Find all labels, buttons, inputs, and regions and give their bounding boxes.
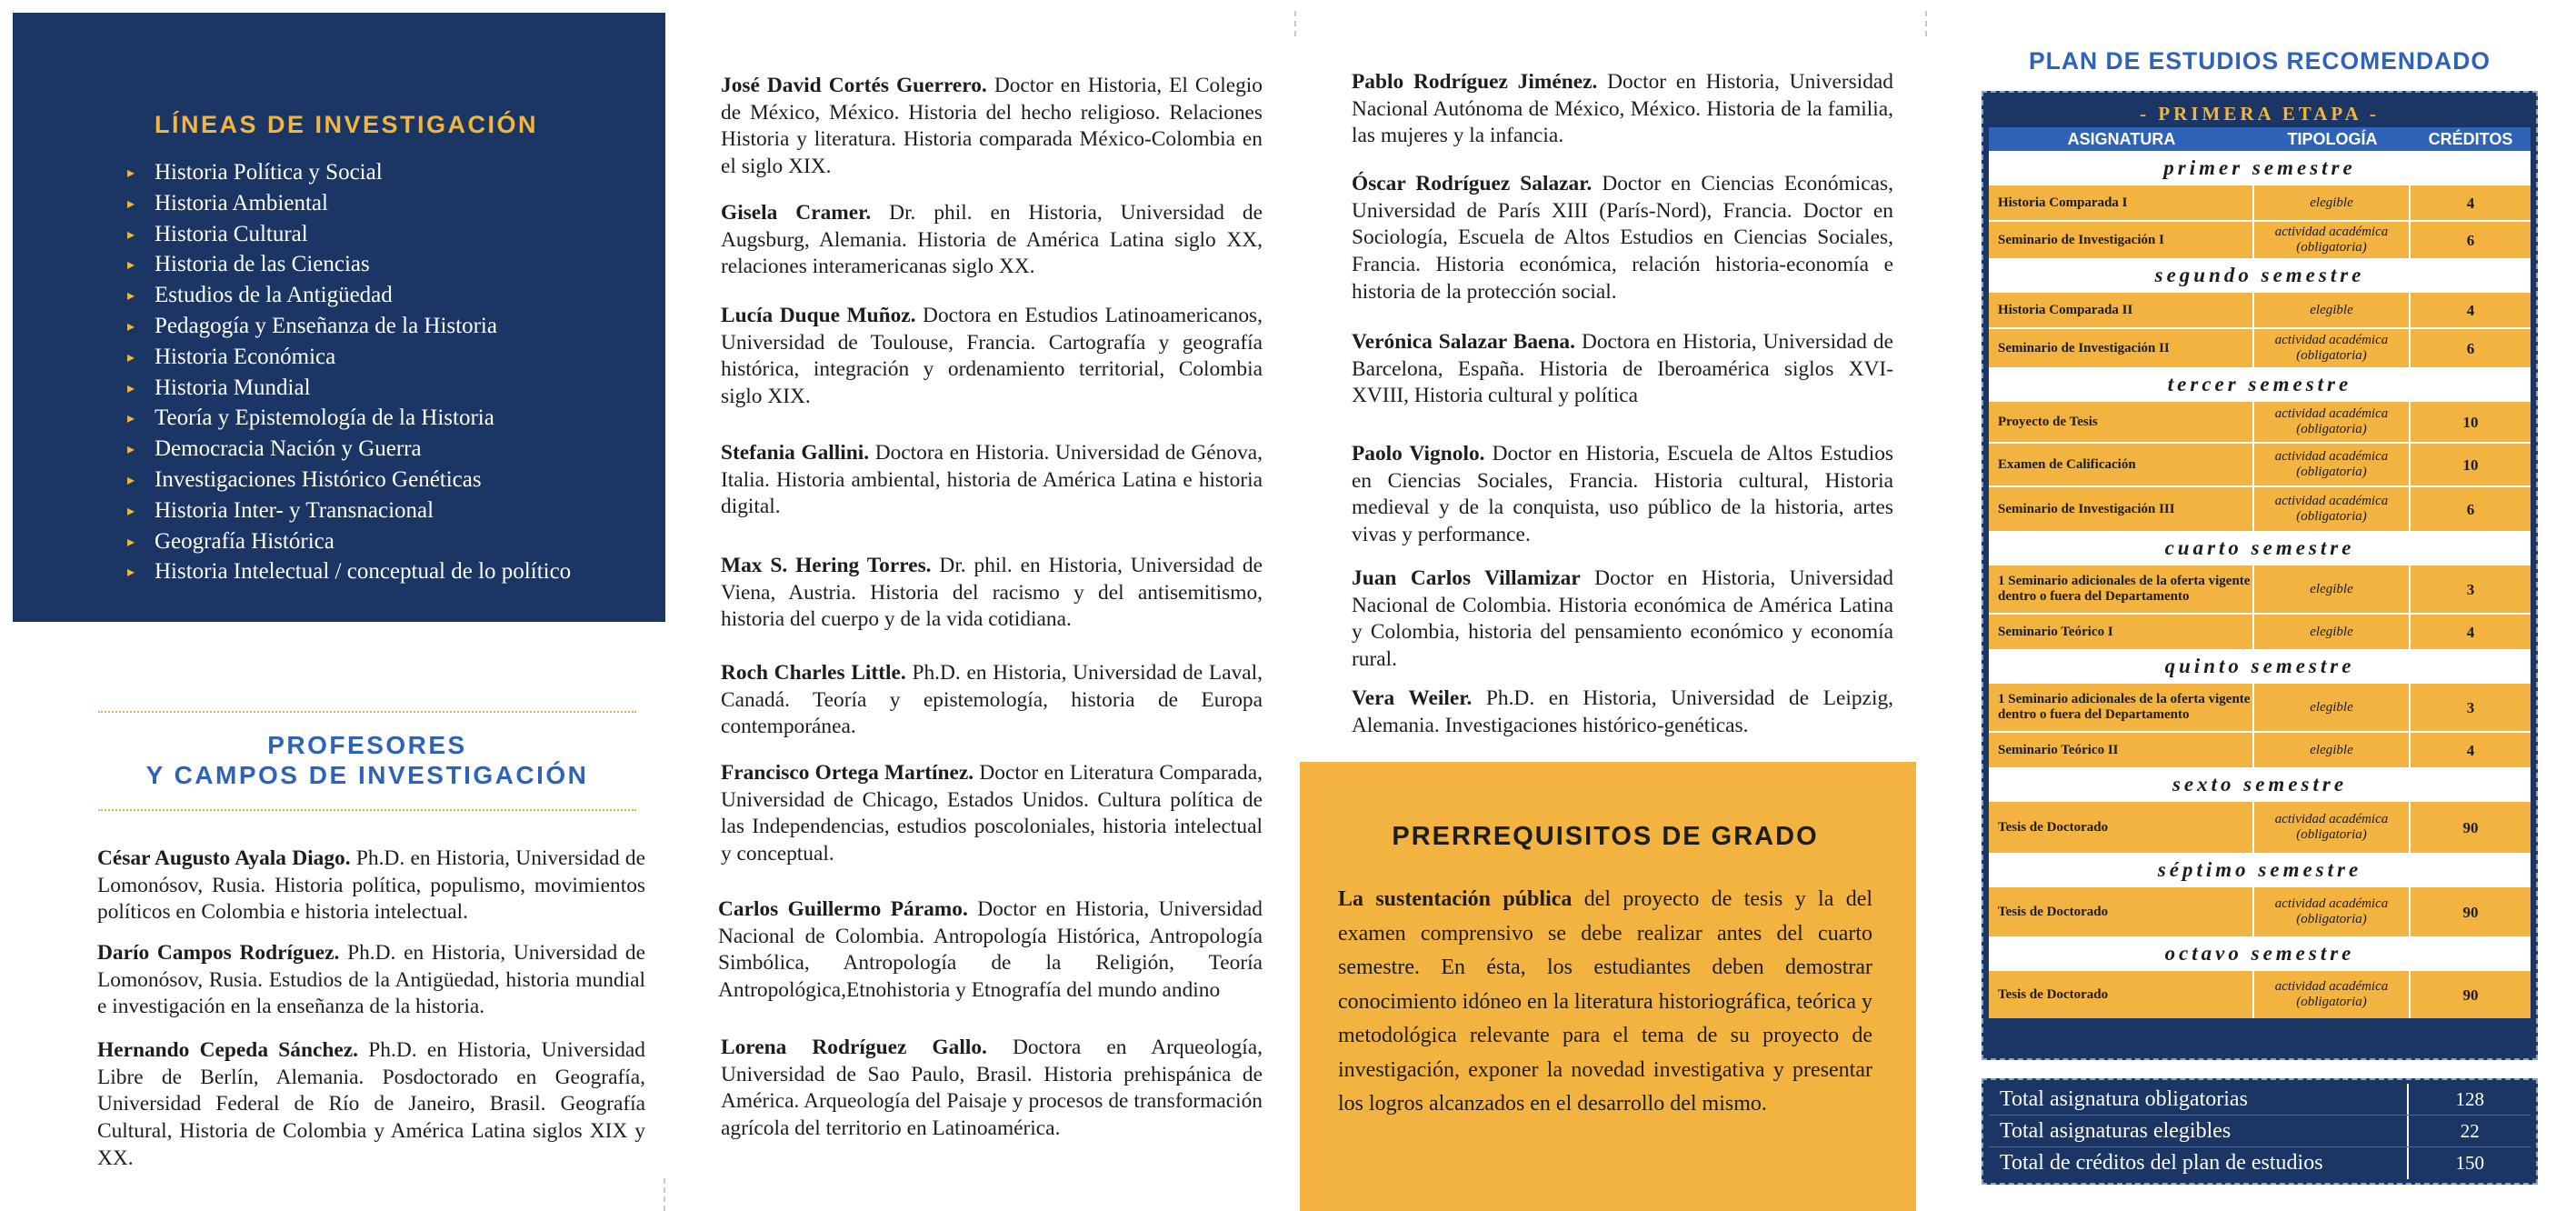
table-row: Tesis de Doctorado actividad académica (obligatoria) 90: [1989, 971, 2531, 1018]
stage-label: - PRIMERA ETAPA -: [2140, 103, 2380, 125]
table-row: Tesis de Doctorado actividad académica (obligatoria) 90: [1989, 887, 2531, 936]
table-row: Historia Comparada I elegible 4: [1989, 185, 2531, 220]
arrow-bullet-icon: ▸: [127, 470, 135, 488]
arrow-bullet-icon: ▸: [127, 194, 135, 212]
fold-mark-top-2: [1925, 11, 1927, 36]
semester-label: séptimo semestre: [1989, 853, 2531, 887]
arrow-bullet-icon: ▸: [127, 316, 135, 335]
graduation-prerequisites-box: [1300, 762, 1916, 1211]
research-lines-panel: [13, 13, 665, 622]
professor-entry: Stefania Gallini. Doctora en Historia. Universidad de Génova, Italia. Historia ambiental, historia de América Latina e historia digital.: [721, 441, 1263, 519]
arrow-bullet-icon: ▸: [127, 225, 135, 243]
fold-mark-bottom-1: [664, 1178, 665, 1211]
table-row: Seminario de Investigación I actividad académica (obligatoria) 6: [1989, 220, 2531, 258]
semester-label: cuarto semestre: [1989, 531, 2531, 565]
header-creditos: CRÉDITOS: [2428, 130, 2513, 148]
total-row: Total asignaturas elegibles 22: [1989, 1116, 2531, 1147]
table-row: 1 Seminario adicionales de la oferta vigente dentro o fuera del Departamento elegible 3: [1989, 684, 2531, 731]
divider-top: [98, 711, 636, 713]
table-row: 1 Seminario adicionales de la oferta vigente dentro o fuera del Departamento elegible 3: [1989, 565, 2531, 613]
table-header: [1989, 127, 2531, 151]
table-row: Seminario Teórico II elegible 4: [1989, 731, 2531, 767]
professor-entry: Max S. Hering Torres. Dr. phil. en Historia, Universidad de Viena, Austria. Historia del racismo y del antisemitismo, historia del cuerpo y de la vida cotidiana.: [721, 554, 1263, 632]
arrow-bullet-icon: ▸: [127, 286, 135, 305]
research-line-item: ▸ Estudios de la Antigüedad: [113, 280, 665, 311]
research-line-item: ▸ Pedagogía y Enseñanza de la Historia: [113, 311, 665, 342]
research-line-item: ▸ Democracia Nación y Guerra: [113, 434, 665, 465]
credit-totals: [1982, 1078, 2538, 1185]
semester-label: segundo semestre: [1989, 258, 2531, 293]
divider-bottom: [98, 809, 636, 811]
professors-title: PROFESORES Y CAMPOS DE INVESTIGACIÓN: [145, 731, 589, 789]
arrow-bullet-icon: ▸: [127, 409, 135, 427]
professor-entry: Carlos Guillermo Páramo. Doctor en Historia, Universidad Nacional de Colombia. Antropología Histórica, Antropología Simbólica, Antropología de la Religión, Teoría Antropológica,Etnohistoria y Etnografía del mundo andino: [718, 897, 1263, 1003]
research-line-item: ▸ Historia Mundial: [113, 373, 665, 404]
professor-entry: Paolo Vignolo. Doctor en Historia, Escuela de Altos Estudios en Ciencias Sociales, Francia. Historia cultural, Historia medieval y de la conquista, uso público de la historia, artes vivas y performance.: [1352, 442, 1893, 547]
research-line-item: ▸ Teoría y Epistemología de la Historia: [113, 403, 665, 434]
professor-entry: Hernando Cepeda Sánchez. Ph.D. en Historia, Universidad Libre de Berlín, Alemania. Posdoctorado en Geografía, Universidad Federal de Río de Janeiro, Brasil. Geografía Cultural, Historia de Colombia y América Latina siglos XIX y XX.: [97, 1038, 645, 1170]
research-line-item: ▸ Historia de las Ciencias: [113, 249, 665, 280]
research-line-item: ▸ Geografía Histórica: [113, 526, 665, 557]
arrow-bullet-icon: ▸: [127, 255, 135, 274]
arrow-bullet-icon: ▸: [127, 532, 135, 550]
research-line-item: ▸ Historia Inter- y Transnacional: [113, 495, 665, 526]
total-row: Total de créditos del plan de estudios 150: [1989, 1147, 2531, 1179]
semester-label: primer semestre: [1989, 151, 2531, 185]
semester-label: quinto semestre: [1989, 649, 2531, 684]
total-row: Total asignatura obligatorias 128: [1989, 1084, 2531, 1116]
semester-label: tercer semestre: [1989, 367, 2531, 402]
table-row: Seminario de Investigación II actividad académica (obligatoria) 6: [1989, 327, 2531, 367]
professor-entry: César Augusto Ayala Diago. Ph.D. en Historia, Universidad de Lomonósov, Rusia. Historia política, populismo, movimientos políticos en Colombia e historia intelectual.: [97, 846, 646, 925]
study-plan-table: [1982, 91, 2538, 1060]
research-line-item: ▸ Investigaciones Histórico Genéticas: [113, 465, 665, 495]
professor-entry: Verónica Salazar Baena. Doctora en Historia, Universidad de Barcelona, España. Historia de Iberoamérica siglos XVI-XVIII, Historia cultural y política: [1352, 330, 1893, 408]
arrow-bullet-icon: ▸: [127, 164, 135, 181]
table-row: Historia Comparada II elegible 4: [1989, 293, 2531, 327]
study-plan-title: PLAN DE ESTUDIOS RECOMENDADO: [2029, 47, 2491, 75]
table-row: Seminario Teórico I elegible 4: [1989, 613, 2531, 649]
research-line-item: ▸ Historia Económica: [113, 342, 665, 373]
professor-entry: Roch Charles Little. Ph.D. en Historia, Universidad de Laval, Canadá. Teoría y epistemología, historia de Europa contemporánea.: [721, 661, 1263, 739]
professor-entry: Lorena Rodríguez Gallo. Doctora en Arqueología, Universidad de Sao Paulo, Brasil. Historia prehispánica de América. Arqueología del Paisaje y procesos de transformación agrícola del territorio en Latinoamérica.: [721, 1036, 1263, 1141]
research-line-item: ▸ Historia Ambiental: [113, 188, 665, 219]
semester-label: sexto semestre: [1989, 767, 2531, 802]
arrow-bullet-icon: ▸: [127, 347, 135, 365]
table-row: Seminario de Investigación III actividad académica (obligatoria) 6: [1989, 485, 2531, 531]
professor-entry: Juan Carlos Villamizar Doctor en Historia, Universidad Nacional de Colombia. Historia económica de América Latina y Colombia, historia del pensamiento económico y economía rural.: [1352, 566, 1893, 672]
professor-entry: Darío Campos Rodríguez. Ph.D. en Historia, Universidad de Lomonósov, Rusia. Estudios de la Antigüedad, historia mundial e investigación en la enseñanza de la historia.: [97, 941, 645, 1019]
table-row: Examen de Calificación actividad académica (obligatoria) 10: [1989, 442, 2531, 485]
arrow-bullet-icon: ▸: [127, 501, 135, 519]
prerequisites-title: PRERREQUISITOS DE GRADO: [1392, 822, 1819, 851]
professor-entry: José David Cortés Guerrero. Doctor en Historia, El Colegio de México, México. Historia del hecho religioso. Relaciones Historia y literatura. Historia comparada México-Colombia en el siglo XIX.: [721, 74, 1263, 179]
professor-entry: Vera Weiler. Ph.D. en Historia, Universidad de Leipzig, Alemania. Investigaciones histórico-genéticas.: [1352, 686, 1893, 737]
professor-entry: Francisco Ortega Martínez. Doctor en Literatura Comparada, Universidad de Chicago, Estados Unidos. Cultura política de las Independencias, estudios poscoloniales, historia intelectual y conceptual.: [721, 761, 1263, 866]
table-row: Tesis de Doctorado actividad académica (obligatoria) 90: [1989, 802, 2531, 853]
arrow-bullet-icon: ▸: [127, 440, 135, 458]
header-tipologia: TIPOLOGÍA: [2287, 130, 2378, 148]
header-asignatura: ASIGNATURA: [2067, 130, 2176, 148]
table-row: Proyecto de Tesis actividad académica (obligatoria) 10: [1989, 402, 2531, 442]
professor-entry: Óscar Rodríguez Salazar. Doctor en Ciencias Económicas, Universidad de París XIII (París-Nord), Francia. Doctor en Sociología, Escuela de Altos Estudios en Ciencias Sociales, Francia. Historia económica, relación historia-economía e historia de la protección social.: [1352, 172, 1894, 304]
fold-mark-top-1: [1294, 11, 1296, 36]
research-line-item: ▸ Historia Política y Social: [113, 157, 665, 188]
research-lines-list: [113, 157, 665, 587]
professor-entry: Lucía Duque Muñoz. Doctora en Estudios Latinoamericanos, Universidad de Toulouse, Francia. Cartografía y geografía histórica, integración y ordenamiento territorial, Colombia siglo XIX.: [721, 304, 1263, 409]
semester-label: octavo semestre: [1989, 936, 2531, 971]
professor-entry: Gisela Cramer. Dr. phil. en Historia, Universidad de Augsburg, Alemania. Historia de América Latina siglo XX, relaciones interamericanas siglo XX.: [721, 201, 1263, 279]
arrow-bullet-icon: ▸: [127, 563, 135, 581]
research-line-item: ▸ Historia Intelectual / conceptual de lo político: [113, 556, 665, 587]
professor-entry: Pablo Rodríguez Jiménez. Doctor en Historia, Universidad Nacional Autónoma de México, México. Historia de la familia, las mujeres y la infancia.: [1352, 70, 1894, 148]
research-line-item: ▸ Historia Cultural: [113, 219, 665, 250]
prerequisites-body: La sustentación pública del proyecto de tesis y la del examen comprensivo se debe realizar antes del cuarto semestre. En ésta, los estudiantes deben demostrar conocimiento idóneo en la literatura historiográfica, teórica y metodológica relevante para el tema de su proyecto de investigación, exponer la novedad investigativa y presentar los logros alcanzados en el desarrollo del mismo.: [1338, 887, 1873, 1116]
research-lines-title: LÍNEAS DE INVESTIGACIÓN: [155, 111, 539, 138]
arrow-bullet-icon: ▸: [127, 378, 135, 396]
